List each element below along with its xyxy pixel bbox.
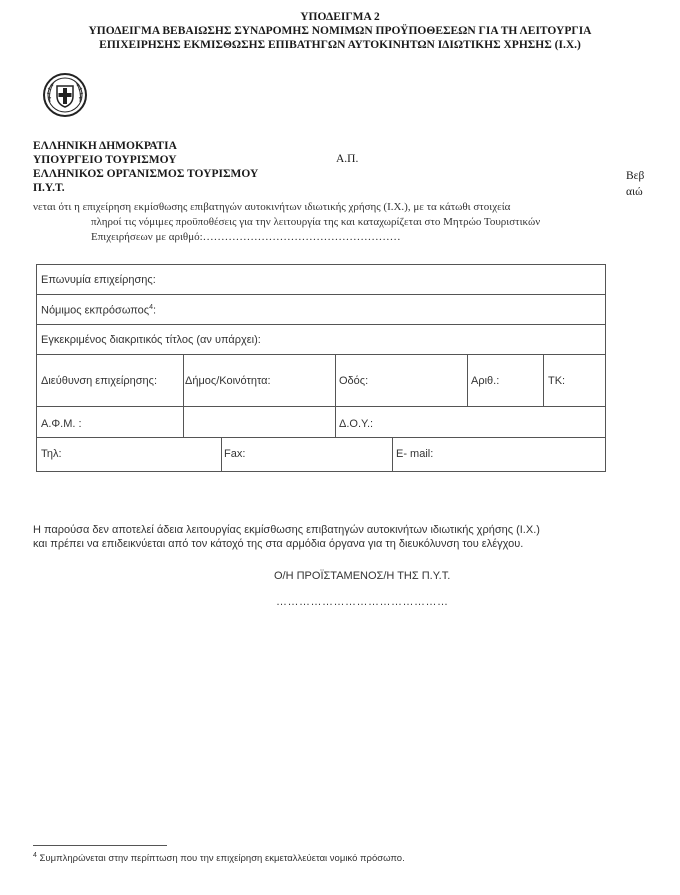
certify-line-3: Επιχειρήσεων με αριθμό:……………………………………………… [91,231,401,243]
footnote-reference: 4 [149,304,154,311]
tax-id-label: Α.Φ.Μ. : [41,418,82,430]
issuer-block [33,139,258,195]
column-divider [392,438,393,471]
postcode-label: ΤΚ: [548,375,566,387]
certification-text [33,200,608,245]
phone-label: Τηλ: [41,448,62,460]
table-row [37,325,605,355]
municipality-label: Δήμος/Κοινότητα: [185,375,271,387]
table-row [37,355,605,407]
column-divider [183,355,184,437]
tax-office-label: Δ.Ο.Υ.: [339,418,374,430]
signatory-title: Ο/Η ΠΡΟΪΣΤΑΜΕΝΟΣ/Η ΤΗΣ Π.Υ.Τ. [274,570,451,582]
street-label: Οδός: [339,375,369,387]
certify-word-fragment [626,168,644,200]
notice-line-1: Η παρούσα δεν αποτελεί άδεια λειτουργίας εκμίσθωσης επιβατηγών αυτοκινήτων ιδιωτικής χρήσης (Ι.Χ.) [33,524,540,536]
signature-line: ……………………………………… [276,596,449,608]
business-name-label: Επωνυμία επιχείρησης: [41,274,156,286]
certify-line-1: νεται ότι η επιχείρηση εκμίσθωσης επιβατηγών αυτοκινήτων ιδιωτικής χρήσης (Ι.Χ.), με τα κάτωθι στοιχεία [33,201,511,213]
table-row [37,265,605,295]
legal-representative-label: Νόμιμος εκπρόσωπος$^4$: [41,304,157,317]
title-line-1: ΥΠΟΔΕΙΓΜΑ ΒΕΒΑΙΩΣΗΣ ΣΥΝΔΡΟΜΗΣ ΝΟΜΙΜΩΝ ΠΡΟΫΠΟΘΕΣΕΩΝ ΓΙΑ ΤΗ ΛΕΙΤΟΥΡΓΙΑ [88,25,592,37]
fragment-bottom: αιώ [626,186,643,198]
protocol-number-label: Α.Π. [336,153,359,165]
column-divider [335,355,336,437]
legal-representative-text: Νόμιμος εκπρόσωπος [41,304,150,317]
notice-line-2: και πρέπει να επιδεικνύεται από τον κάτοχό της στα αρμόδια όργανα για τη διευκόλυνση του ελέγχου. [33,538,524,550]
address-label: Διεύθυνση επιχείρησης: [41,375,158,387]
notice-text [33,523,608,551]
issuer-department: Π.Υ.Τ. [33,182,65,194]
footnote-mark: 4 [33,852,37,859]
issuer-ministry: ΥΠΟΥΡΓΕΙΟ ΤΟΥΡΙΣΜΟΥ [33,154,177,166]
column-divider [221,438,222,471]
table-row [37,295,605,325]
email-label: E- mail: [396,448,434,460]
document-title [0,10,680,52]
column-divider [543,355,544,407]
template-number: ΥΠΟΔΕΙΓΜΑ 2 [300,11,380,23]
fax-label: Fax: [224,448,246,460]
distinctive-title-label: Εγκεκριμένος διακριτικός τίτλος (αν υπάρχει): [41,334,261,346]
footnote [33,852,405,864]
fragment-top: Βεβ [626,170,645,182]
greek-coat-of-arms-icon [42,72,88,118]
footnote-divider [33,845,167,846]
table-row [37,407,605,438]
issuer-organization: ΕΛΛΗΝΙΚΟΣ ΟΡΓΑΝΙΣΜΟΣ ΤΟΥΡΙΣΜΟΥ [33,168,259,180]
business-details-table [36,264,606,472]
street-number-label: Αριθ.: [471,375,500,387]
table-row [37,438,605,471]
footnote-text: Συμπληρώνεται στην περίπτωση που την επιχείρηση εκμεταλλεύεται νομικό πρόσωπο. [39,853,405,865]
issuer-republic: ΕΛΛΗΝΙΚΗ ΔΗΜΟΚΡΑΤΙΑ [33,140,177,152]
certify-line-2: πληροί τις νόμιμες προϋποθέσεις για την λειτουργία της και καταχωρίζεται στο Μητρώο Τουριστικών [91,216,541,228]
column-divider [467,355,468,407]
title-line-2: ΕΠΙΧΕΙΡΗΣΗΣ ΕΚΜΙΣΘΩΣΗΣ ΕΠΙΒΑΤΗΓΩΝ ΑΥΤΟΚΙΝΗΤΩΝ ΙΔΙΩΤΙΚΗΣ ΧΡΗΣΗΣ (Ι.Χ.) [99,39,581,51]
